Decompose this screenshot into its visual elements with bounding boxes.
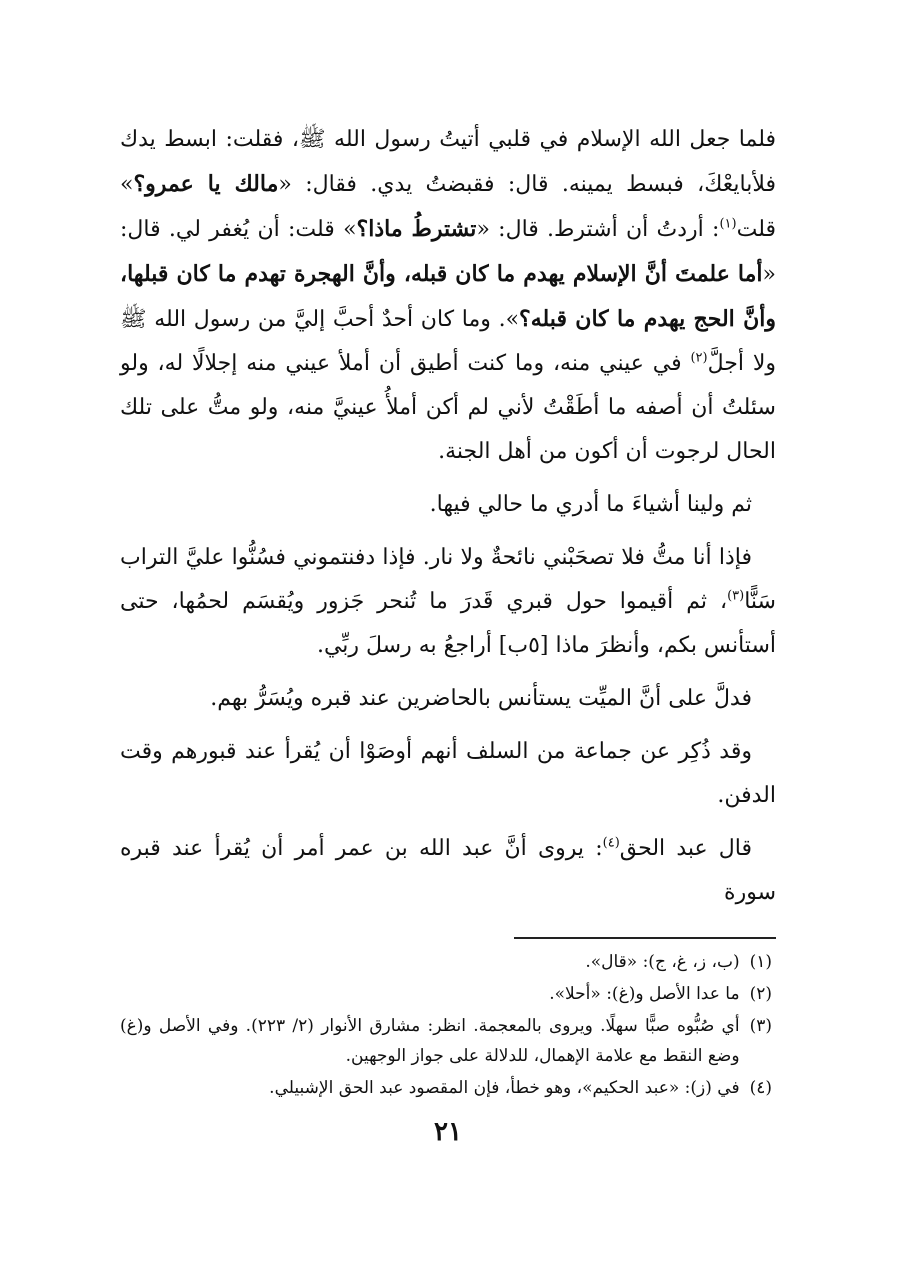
footnote — [120, 1011, 776, 1071]
paragraph — [120, 118, 776, 474]
footnote-number: (٣) — [749, 1016, 772, 1036]
hadith-quote: مالك يا عمرو؟ — [133, 171, 279, 197]
hadith-quote: تشترطُ ماذا؟ — [356, 216, 477, 242]
paragraph — [120, 483, 776, 527]
text-run: ثم ولينا أشياءَ ما أدري ما حالي فيها. — [429, 492, 752, 517]
text-run: فإذا أنا متُّ فلا تصحَبْني نائحةٌ ولا نار. فإذا دفنتموني فسُنُّوا عليَّ التراب سَنًّا — [120, 545, 776, 614]
page-number: ٢١ — [434, 1117, 462, 1147]
footnote-text: أي صُبُّوه صبًّا سهلًا. ويروى بالمعجمة. انظر: مشارق الأنوار (٢/ ٢٢٣). وفي الأصل و(غ) وضع النقط مع علامة الإهمال، للدلالة على جواز الوجهين. — [120, 1016, 740, 1066]
hadith-quote: أما علمتَ أنَّ الإسلام يهدم ما كان قبله، وأنَّ الهجرة تهدم ما كان قبلها، وأنَّ الحج يهدم ما كان قبله؟ — [120, 261, 776, 332]
text-run: » قلت: أن يُغفر لي. قال: « — [120, 217, 776, 287]
text-run: فلما جعل الله الإسلام في قلبي أتيتُ رسول الله ﷺ، فقلت: ابسط يدك فلأبايعْكَ، فبسط يمينه. قال: فقبضتُ يدي. فقال: « — [120, 127, 776, 197]
footnote-marker: (١) — [719, 216, 737, 232]
footnotes — [120, 947, 776, 1103]
footnote-marker: (٢) — [690, 350, 708, 366]
footnote — [120, 1073, 776, 1103]
text-run: فدلَّ على أنَّ الميِّت يستأنس بالحاضرين عند قبره ويُسَرُّ بهم. — [210, 686, 752, 711]
text-run: : يروى أنَّ عبد الله بن عمر أمر أن يُقرأ عند قبره سورة — [120, 836, 776, 905]
footnote-marker: (٤) — [602, 835, 620, 851]
footnote-number: (١) — [749, 952, 772, 972]
text-run: في عيني منه، وما كنت أطيق أن أملأ عيني منه إجلالًا له، ولو سئلتُ أن أصفه ما أطَقْتُ لأني لم أكن أملأُ عينيَّ منه، ولو متُّ على تلك الحال لرجوت أن أكون من أهل الجنة. — [120, 351, 776, 464]
text-run: ». وما كان أحدٌ أحبَّ إليَّ من رسول الله ﷺ ولا أجلَّ — [120, 307, 776, 376]
footnote-marker: (٣) — [727, 588, 745, 604]
footnote-text: ما عدا الأصل و(غ): «أحلا». — [549, 984, 740, 1004]
text-run: قال عبد الحق — [619, 836, 752, 861]
text-run: : أردتُ أن أشترط. قال: « — [476, 217, 720, 242]
text-run: ، ثم أقيموا حول قبري قَدرَ ما تُنحر جَزور ويُقسَم لحمُها، حتى أستأنس بكم، وأنظرَ ماذا [٥ب] أراجعُ به رسلَ ربِّي. — [120, 589, 776, 658]
paragraph — [120, 827, 776, 915]
footnote-text: في (ز): «عبد الحكيم»، وهو خطأ، فإن المقصود عبد الحق الإشبيلي. — [269, 1078, 740, 1098]
paragraph — [120, 536, 776, 668]
main-text — [120, 118, 776, 915]
footnote-number: (٢) — [749, 984, 772, 1004]
footnote — [120, 947, 776, 977]
text-run: » قلت — [120, 172, 776, 242]
footnote-separator — [514, 937, 776, 939]
text-run: وقد ذُكِر عن جماعة من السلف أنهم أوصَوْا أن يُقرأ عند قبورهم وقت الدفن. — [120, 739, 776, 808]
paragraph — [120, 730, 776, 818]
paragraph — [120, 677, 776, 721]
footnote — [120, 979, 776, 1009]
footnote-text: (ب، ز، غ، ج): «قال». — [585, 952, 740, 972]
footnote-number: (٤) — [749, 1078, 772, 1098]
